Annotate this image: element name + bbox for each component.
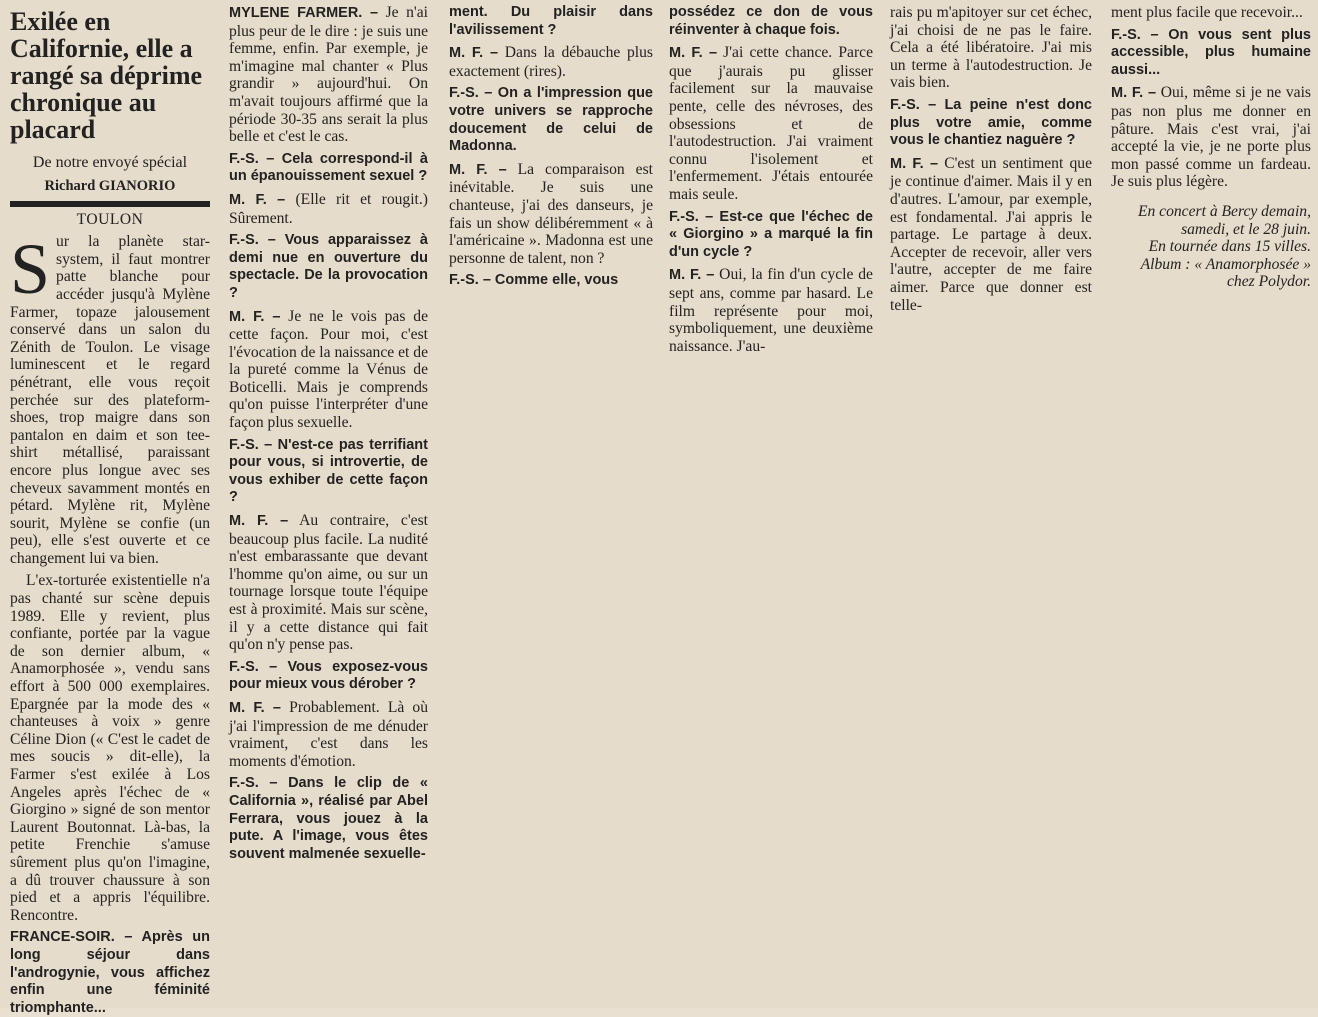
speaker-label: M. F. – — [449, 161, 507, 178]
answer-text: Oui, même si je ne vais pas non plus me donner en pâture. Mais c'est vrai, j'ai accepté la vie, je ne porte plus mon passé comme un fardeau. Je suis plus légère. — [1111, 84, 1311, 191]
answer-text: Oui, la fin d'un cycle de sept ans, comme par hasard. Le film représente pour moi, symboliquement, une deuxième naissance. J'au- — [669, 266, 873, 355]
question-6: F.-S. – Dans le clip de « California », réalisé par Abel Ferrara, vous jouez à la pute. A l'image, vous êtes souvent malmenée sexuelle- — [229, 775, 428, 862]
speaker-label: MYLENE FARMER. – — [229, 5, 379, 21]
question-1: FRANCE-SOIR. – Après un long séjour dans l'androgynie, vous affichez enfin une féminité triomphante... — [10, 929, 210, 1016]
question-8: F.-S. – Comme elle, vous — [449, 272, 619, 289]
answer-9 — [669, 266, 873, 355]
body-paragraph: L'ex-torturée existentielle n'a pas chanté sur scène depuis 1989. Elle y revient, plus confiante, portée par la vague de son dernier album, « Anamorphosée », vendu sans effort à 500 000 exemplaires. Epargnée par la mode des « chanteuses à voix » genre Céline Dion (« C'est le cadet de mes soucis » dit-elle), la Farmer s'est exilée à Los Angeles après l'échec de « Giorgino » signé de son mentor Laurent Boutonnat. Là-bas, la petite Frenchie s'amuse sûrement plus qu'on l'imagine, a dû trouver chaussure à son pied et a appris l'équilibre. Rencontre. — [10, 572, 210, 924]
credit-line: En concert à Bercy demain, — [1137, 202, 1311, 220]
answer-text: Je n'ai plus peur de le dire : je suis une femme, enfin. Par exemple, je m'imagine mal chanter « Plus grandir » aujourd'hui. On m'avait toujours affirmé que la période 30-35 ans serait la plus belle et c'est le cas. — [229, 4, 428, 146]
column-3 — [449, 4, 653, 320]
answer-text: Je ne le vois pas de cette façon. Pour moi, c'est l'évocation de la naissance et de la pureté comme la Vénus de Boticelli. Mais je comprends qu'on puisse l'interpréter d'une façon plus sexuelle. — [229, 307, 428, 432]
answer-text: Au contraire, c'est beaucoup plus facile. La nudité n'est embarassante que devant l'homme qu'on aime, ou sur un tournage lorsque toute l'équipe est à proximité. Mais sur scène, il y a cette distance qui fait qu'on n'y pense pas. — [229, 512, 428, 654]
concert-credits — [1111, 203, 1311, 291]
dateline: TOULON — [76, 210, 144, 228]
answer-text: (Elle rit et rougit.) Sûrement. — [229, 190, 428, 227]
divider-rule — [10, 201, 210, 207]
answer-4 — [229, 512, 428, 654]
column-4 — [669, 4, 873, 355]
question-9: F.-S. – Est-ce que l'échec de « Giorgino » a marqué la fin d'un cycle ? — [669, 208, 873, 260]
answer-2 — [229, 191, 428, 227]
answer-text: J'ai cette chance. Parce que j'aurais pu glisser facilement sur la mauvaise pente, celle des névroses, des obsessions et de l'autodestruction. J'ai vraiment connu l'isolement et l'enfermement. J'étais entourée mais seule. — [669, 44, 873, 203]
question-4: F.-S. – N'est-ce pas terrifiant pour vous, si introvertie, de vous exhiber de cette façon ? — [229, 436, 428, 506]
answer-5 — [229, 699, 428, 770]
question-10: F.-S. – La peine n'est donc plus votre amie, comme vous le chantiez naguère ? — [890, 96, 1092, 149]
question-6-end: ment. Du plaisir dans l'avilissement ? — [449, 4, 653, 38]
column-5 — [890, 4, 1092, 320]
answer-7 — [449, 161, 653, 268]
question-11: F.-S. – On vous sent plus accessible, plus humaine aussi... — [1111, 26, 1311, 78]
answer-9-end: rais pu m'apitoyer sur cet échec, j'ai choisi de ne pas le faire. Cela a été libératoire. J'ai mis un terme à l'autodestruction. Je vais bien. — [890, 4, 1092, 92]
question-5: F.-S. – Vous exposez-vous pour mieux vous dérober ? — [229, 658, 428, 693]
column-6 — [1111, 4, 1311, 324]
answer-text: La comparaison est inévitable. Je suis une chanteuse, j'ai des danseurs, je fais un show délibéremment « à l'américaine ». Madonna est une personne de talent, non ? — [449, 160, 654, 267]
speaker-label: M. F. – — [229, 191, 286, 208]
answer-text: Dans la débauche plus exactement (rires). — [449, 44, 654, 80]
credit-line: En tournée dans 15 villes. — [1148, 238, 1311, 256]
answer-6 — [449, 44, 653, 80]
question-2: F.-S. – Cela correspond-il à un épanouissement sexuel ? — [229, 150, 428, 185]
answer-10-end: ment plus facile que recevoir... — [1111, 4, 1303, 21]
speaker-label: M. F. – — [890, 155, 939, 172]
answer-text: Probablement. Là où j'ai l'impression de me dénuder vraiment, c'est dans les moments d'émotion. — [229, 698, 429, 770]
speaker-label: M. F. – — [1111, 85, 1157, 102]
credit-line: chez Polydor. — [1226, 273, 1311, 291]
question-3: F.-S. – Vous apparaissez à demi nue en ouverture du spectacle. De la provocation ? — [229, 232, 428, 301]
answer-10 — [890, 155, 1092, 314]
answer-text: C'est un sentiment que je continue d'aimer. Mais il y en d'autres. L'amour, par exemple, est fondamental. J'ai appris le partage. Le partage à deux. Accepter de recevoir, aller vers l'autre, accepter de me faire aimer. Parce que donner est telle- — [890, 154, 1092, 314]
column-1 — [10, 4, 210, 1016]
answer-1 — [229, 4, 428, 146]
speaker-label: M. F. – — [449, 45, 499, 62]
speaker-label: M. F. – — [229, 513, 289, 530]
question-8-end: possédez ce don de vous réinventer à chaque fois. — [669, 4, 873, 38]
answer-11 — [1111, 84, 1311, 191]
headline: Exilée en Californie, elle a rangé sa déprime chronique au placard — [10, 7, 203, 144]
intro-text: ur la planète star-system, il faut montrer patte blanche pour accéder jusqu'à Mylène Farmer, topaze jalousement conservé dans un salon du Zénith de Toulon. Le visage luminescent et le regard pénétrant, elle vous reçoit perchée sur des plateform-shoes, trop maigre dans son pantalon en daim et son tee-shirt métallisé, paraissant encore plus longue avec ses cheveux savamment montés en pétard. Mylène rit, Mylène sourit, Mylène se confie (un peu), elle s'est ouverte et ce changement lui va bien. — [10, 233, 210, 567]
question-7: F.-S. – On a l'impression que votre univers se rapproche doucement de celui de Madonna. — [449, 85, 653, 155]
speaker-label: M. F. – — [669, 45, 718, 62]
byline: Richard GIANORIO — [44, 178, 176, 194]
speaker-label: M. F. – — [229, 308, 281, 325]
credit-line: samedi, et le 28 juin. — [1181, 220, 1311, 238]
credit-line: Album : « Anamorphosée » — [1140, 255, 1311, 273]
column-2 — [229, 4, 428, 1004]
envoy-line: De notre envoyé spécial — [32, 154, 188, 171]
answer-3 — [229, 308, 428, 432]
drop-cap: S — [10, 229, 51, 310]
intro-paragraph — [10, 229, 210, 567]
answer-8 — [669, 44, 873, 203]
speaker-label: M. F. – — [229, 699, 282, 716]
speaker-label: M. F. – — [669, 267, 715, 284]
